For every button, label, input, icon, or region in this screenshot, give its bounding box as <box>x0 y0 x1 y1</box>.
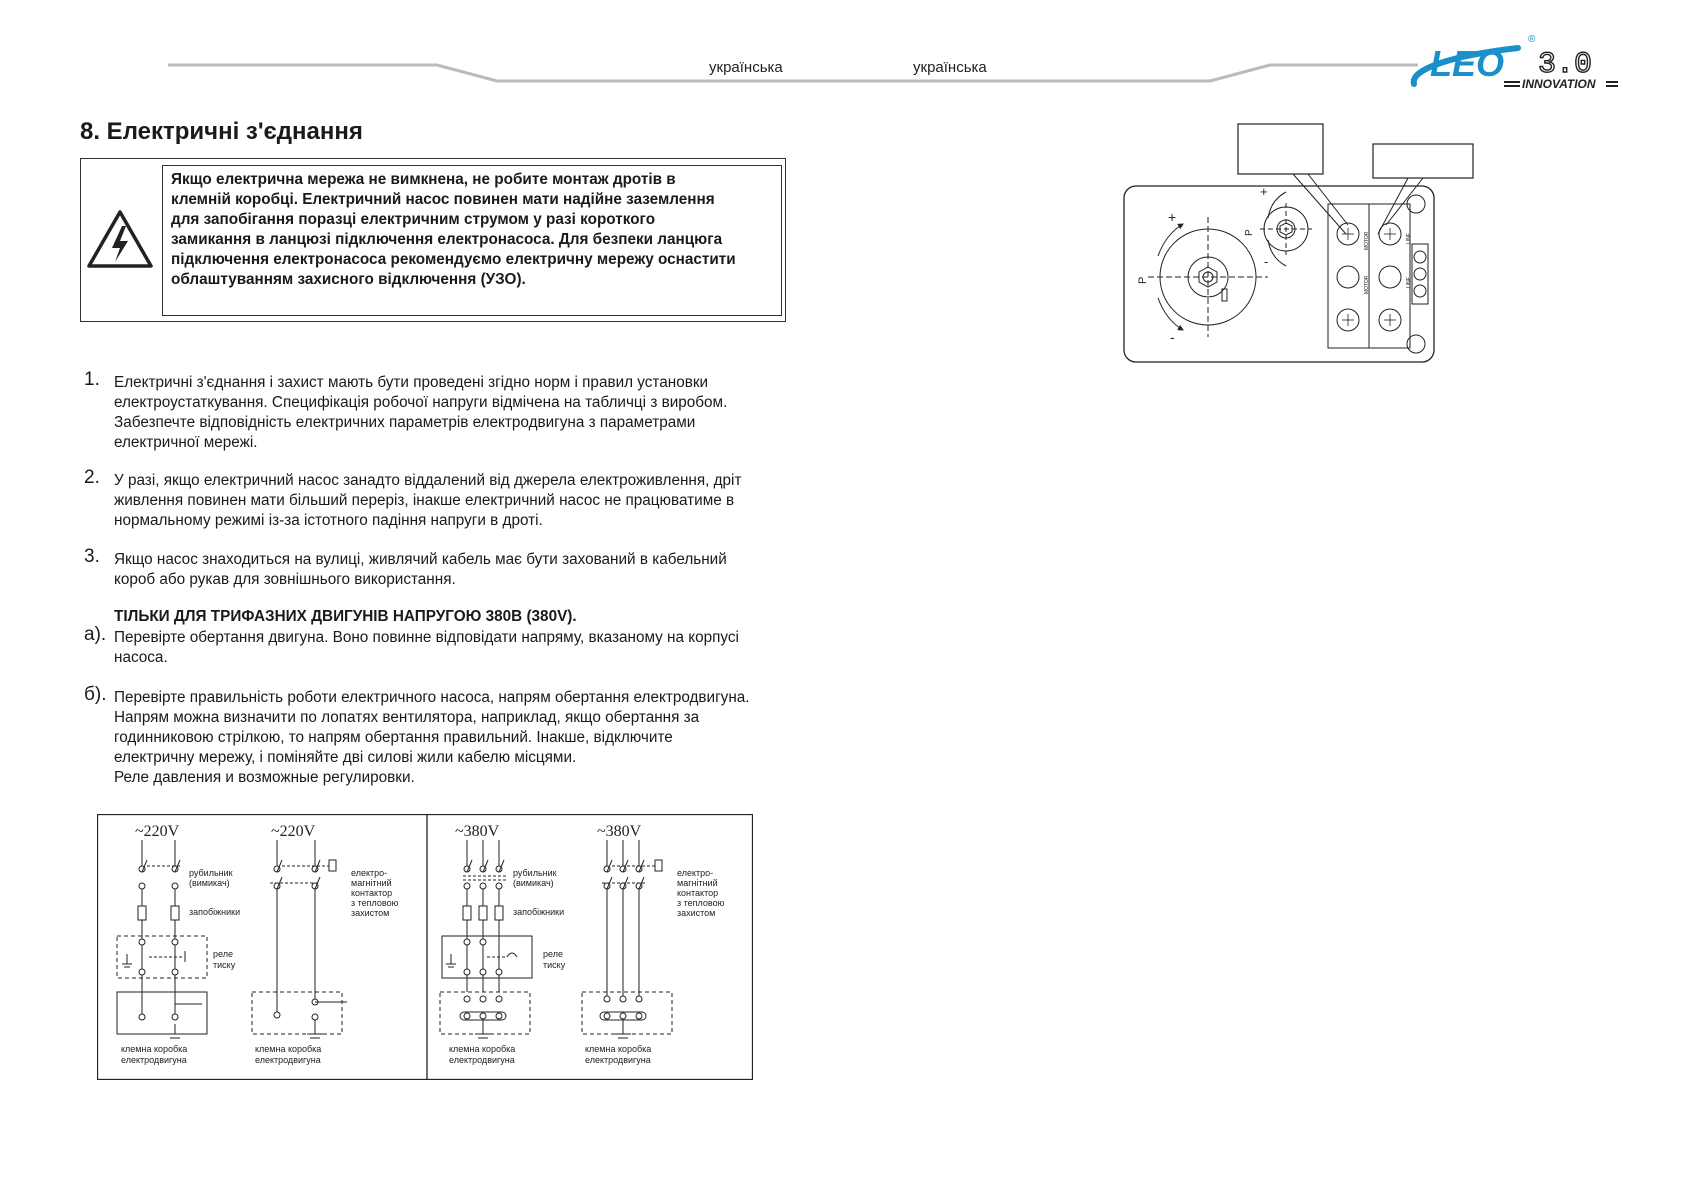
relay-label: реле <box>213 949 233 959</box>
list-item-a <box>84 624 804 668</box>
wiring-380v-relay <box>440 823 566 1065</box>
terminal-box-label: клемна коробка <box>585 1044 652 1054</box>
list-line: Якщо насос знаходиться на вулиці, живлячий кабель має бути захований в кабельний <box>114 551 727 568</box>
contactor-label: контактор <box>351 888 393 898</box>
motor-label: MOTOR <box>1364 275 1370 294</box>
plus-label: + <box>1168 209 1177 225</box>
line-label: LINE <box>1406 276 1412 288</box>
contactor-label: магнітний <box>677 878 718 888</box>
pressure-switch-diagram <box>1118 122 1478 367</box>
list-number: а). <box>84 624 107 645</box>
list-item-2 <box>84 467 804 531</box>
list-line: насоса. <box>114 649 168 666</box>
voltage-label: ~380V <box>597 823 642 840</box>
switch-label: рубильник <box>189 868 233 878</box>
list-item-1 <box>84 369 804 453</box>
contactor-label: електро- <box>351 868 388 878</box>
list-number: 2. <box>84 467 100 488</box>
section-title: 8. Електричні з'єднання <box>80 118 363 145</box>
three-phase-heading: ТІЛЬКИ ДЛЯ ТРИФАЗНИХ ДВИГУНІВ НАПРУГОЮ 380В (380V). <box>114 608 577 625</box>
wiring-380v-contactor <box>582 823 725 1065</box>
voltage-label: ~220V <box>271 823 316 840</box>
list-line: Перевірте правильність роботи електричного насоса, напрям обертання електродвигуна. <box>114 689 750 706</box>
warning-line: облаштуванням захисного відключення (УЗО). <box>171 271 526 288</box>
contactor-label: магнітний <box>351 878 392 888</box>
contactor-label: з тепловою <box>677 898 725 908</box>
terminal-box-label: електродвигуна <box>585 1055 651 1065</box>
logo-registered: ® <box>1528 34 1536 45</box>
switch-label: рубильник <box>513 868 557 878</box>
wiring-diagrams <box>97 814 753 1080</box>
contactor-label: контактор <box>677 888 719 898</box>
wiring-220v-contactor <box>252 823 399 1065</box>
relay-label: реле <box>543 949 563 959</box>
warning-line: для запобігання поразці електричним струмом у разі короткого <box>171 211 656 228</box>
list-item-b <box>84 684 804 788</box>
leo-logo <box>1408 30 1628 92</box>
fuses-label: запобіжники <box>513 907 565 917</box>
list-line: У разі, якщо електричний насос занадто віддалений від джерела електроживлення, дріт <box>114 472 742 489</box>
warning-line: Якщо електрична мережа не вимкнена, не робите монтаж дротів в <box>171 171 676 188</box>
relay-label: тиску <box>213 960 236 970</box>
contactor-label: з тепловою <box>351 898 399 908</box>
switch-label: (вимикач) <box>189 878 230 888</box>
list-line: електроустаткування. Специфікація робочої напруги відмічена на табличці з виробом. <box>114 394 728 411</box>
contactor-label: електро- <box>677 868 714 878</box>
terminal-box-label: клемна коробка <box>449 1044 516 1054</box>
contactor-label: захистом <box>351 908 390 918</box>
minus-label: - <box>1264 254 1269 269</box>
fuses-label: запобіжники <box>189 907 241 917</box>
list-line: живлення повинен мати більший переріз, інакше електричний насос не працюватиме в <box>114 492 735 509</box>
wiring-220v-relay <box>117 823 240 1065</box>
list-line: Забезпечте відповідність електричних параметрів електродвигуна з параметрами <box>114 414 696 431</box>
warning-text <box>162 165 782 316</box>
list-item-3 <box>84 546 804 590</box>
switch-label: (вимикач) <box>513 878 554 888</box>
list-number: 3. <box>84 546 100 567</box>
high-voltage-icon <box>86 208 154 270</box>
list-number: б). <box>84 684 107 705</box>
list-line: годинниковою стрілкою, то напрям обертання правильний. Інакше, відключите <box>114 729 673 746</box>
logo-tagline: INNOVATION <box>1522 77 1596 91</box>
warning-line: підключення електронасоса рекомендуємо електричну мережу оснастити <box>171 251 736 268</box>
terminal-box-label: клемна коробка <box>121 1044 188 1054</box>
terminal-box-label: електродвигуна <box>121 1055 187 1065</box>
list-line: короб або рукав для зовнішнього використання. <box>114 571 456 588</box>
list-line: Електричні з'єднання і захист мають бути проведені згідно норм і правил установки <box>114 374 709 391</box>
logo-version: 3.0 <box>1538 48 1593 82</box>
terminal-box-label: електродвигуна <box>449 1055 515 1065</box>
terminal-box-label: електродвигуна <box>255 1055 321 1065</box>
warning-line: замикання в ланцюзі підключення електронасоса. Для безпеки ланцюга <box>171 231 723 248</box>
voltage-label: ~380V <box>455 823 500 840</box>
p-label: P <box>1244 229 1255 236</box>
relay-label: тиску <box>543 960 566 970</box>
list-line: електричної мережі. <box>114 434 258 451</box>
list-line: Реле давления и возможные регулировки. <box>114 769 415 786</box>
logo-brand: LEO <box>1430 43 1505 84</box>
language-label-left: українська <box>709 59 783 76</box>
list-line: нормальному режимі із-за істотного падіння напруги в дроті. <box>114 512 543 529</box>
contactor-label: захистом <box>677 908 716 918</box>
voltage-label: ~220V <box>135 823 180 840</box>
warning-line: клемній коробці. Електричний насос повинен мати надійне заземлення <box>171 191 715 208</box>
plus-label: + <box>1260 184 1268 199</box>
line-label: LINE <box>1406 232 1412 244</box>
language-label-right: українська <box>913 59 987 76</box>
motor-label: MOTOR <box>1364 231 1370 250</box>
list-line: Напрям можна визначити по лопатях вентилятора, наприклад, якщо обертання за <box>114 709 700 726</box>
minus-label: - <box>1170 329 1175 345</box>
terminal-box-label: клемна коробка <box>255 1044 322 1054</box>
list-line: електричну мережу, і поміняйте дві силові жили кабелю місцями. <box>114 749 577 766</box>
list-number: 1. <box>84 369 100 390</box>
list-line: Перевірте обертання двигуна. Воно повинне відповідати напряму, вказаному на корпусі <box>114 629 739 646</box>
p-label: P <box>1137 276 1149 284</box>
